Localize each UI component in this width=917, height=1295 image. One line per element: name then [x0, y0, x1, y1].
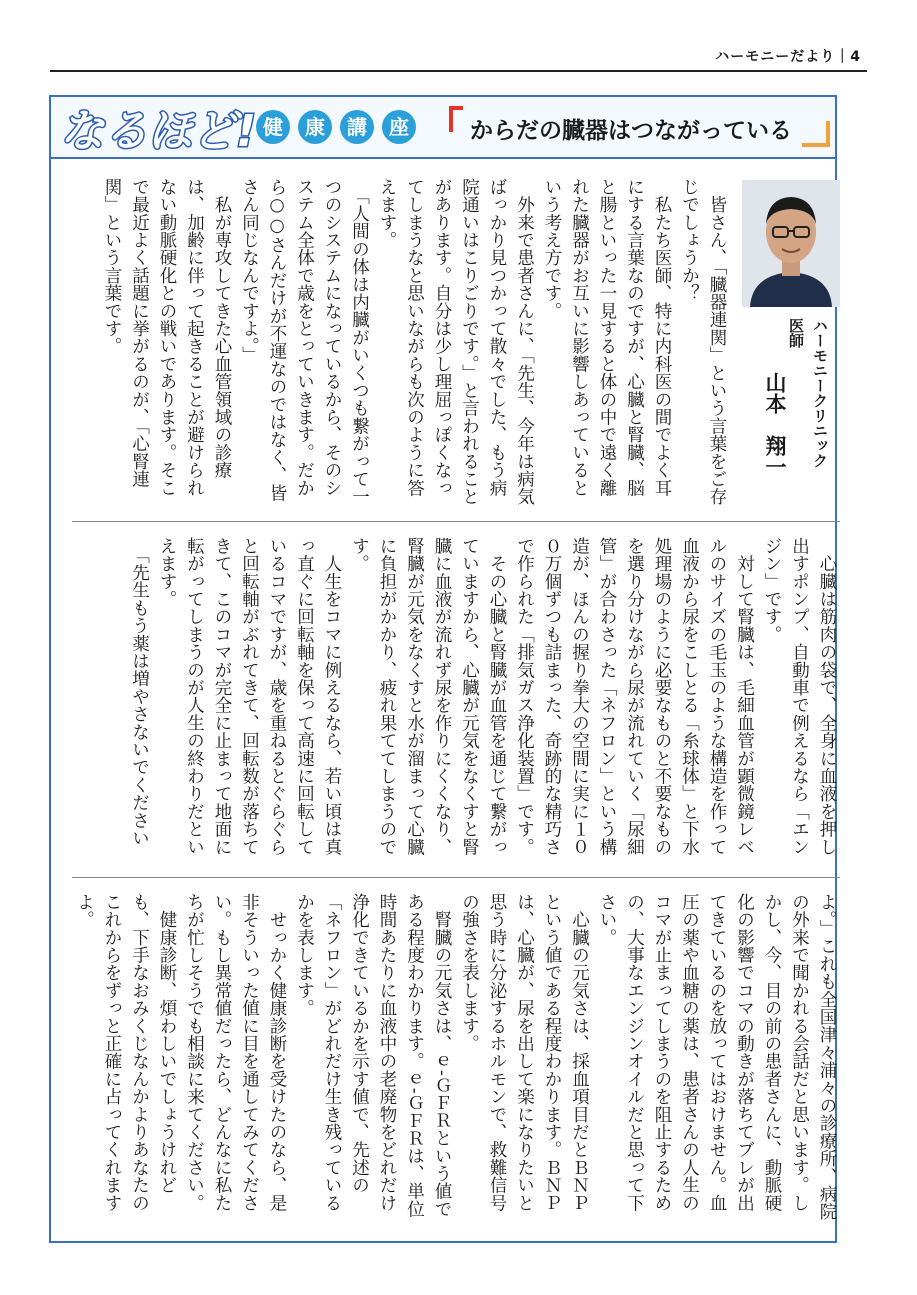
doctor-portrait-icon — [742, 180, 840, 307]
naruhodo-logo — [58, 96, 257, 158]
author-photo — [742, 180, 840, 307]
author-clinic: ハーモニークリニック — [811, 318, 829, 468]
article-section-1: 皆さん、「臓器連関」という言葉をご存じでしょうか？ 私たち医師、特に内科医の間でよく耳にする言葉なのですが、心臓と腎臓、脳と腸といった一見すると体の中で遠く離れた臓器がお互いに影響しあっているという考え方です。 外来で患者さんに、「先生、今年は病気ばっかり見つかって散々でした、もう病院通いはこりごりです。」と言われることがあります。自分は少し理屈っぽくなってしまうなと思いながらも次のように答えます。 「人間の体は内臓がいくつも繋がって一つのシステムになっているから、そのシステム全体で歳をとっていきます。だから○○さんだけが不運なのではなく、皆さん同じなんですよ。」 私が専攻してきた心血管領域の診療は、加齢に伴って起きることが避けられない動脈硬化との戦いであります。そこで最近よく話題に挙がるのが、「心腎連関」という言葉です。 — [102, 178, 727, 506]
column-separator-2 — [72, 877, 840, 878]
column-separator-1 — [72, 521, 840, 522]
article-section-2: 心臓は筋肉の袋で、全身に血液を押し出すポンプ、自動車で例えるなら「エンジン」です。 対して腎臓は、毛細血管が顕微鏡レベルのサイズの毛玉のような構造を作って血液から尿をこしとる「糸球体」と下水処理場のように必要なものと不要なものを選り分けながら尿が流れていく「尿細管」が合わさった「ネフロン」という構造が、ほんの握り拳大の空間に実に１００万個ずつも詰まった、奇跡的な精巧さで作られた「排気ガス浄化装置」です。 その心臓と腎臓が血管を通じて繋がっていますから、心臓が元気をなくすと腎臓に血液が流れず尿を作りにくくなり、腎臓が元気をなくすと水が溜まって心臓に負担がかかり、疲れ果ててしまうのです。 人生をコマに例えるなら、若い頃は真っ直ぐに回転軸を保って高速に回転しているコマですが、歳を重ねるとぐらぐらと回転軸がぶれてきて、回転数が落ちてきて、このコマが完全に止まって地面に転がってしまうのが人生の終わりだといえます。 「先生もう薬は増やさないでください — [129, 537, 837, 856]
badge-kou: 康 — [298, 110, 332, 144]
header-rule — [50, 70, 867, 72]
badge-za: 座 — [382, 110, 416, 144]
article-title: からだの臓器はつながっている — [470, 118, 792, 144]
badge-ken: 健 — [256, 110, 290, 144]
bracket-right-icon-bottom — [802, 143, 830, 147]
article-section-3: よ。」これも全国津々浦々の診療所、病院の外来で聞かれる会話だと思います。しかし、今、目の前の患者さんに、動脈硬化の影響でコマの動きが落ちてブレが出てきているのを放ってはおけません。血圧の薬や血糖の薬は、患者さんの人生のコマが止まってしまうのを阻止するための、大事なエンジンオイルだと思って下さい。 心臓の元気さは、採血項目だとＢＮＰという値である程度わかります。ＢＮＰは、心臓が、尿を出して楽になりたいと思う時に分泌するホルモンで、救難信号の強さを表します。 腎臓の元気さは、ｅ-ＧＦＲという値である程度わかります。ｅ-ＧＦＲは、単位時間あたりに血液中の老廃物をどれだけ浄化できているかを示す値で、先述の「ネフロン」がどれだけ生き残っているかを表します。 せっかく健康診断を受けたのなら、是非そういった値に目を通してみてください。もし異常値だったら、どんなに私たちが忙しそうでも相談に来てください。 健康診断、煩わしいでしょうけれども、下手なおみくじなんかよりあなたのこれからをずっと正確に占ってくれますよ。 — [74, 893, 837, 1221]
author-name: 山本 翔一 — [763, 372, 787, 477]
author-role: 医師 — [787, 318, 805, 348]
badge-kou2: 講 — [340, 110, 374, 144]
page-header-label: ハーモニーだより｜4 — [715, 49, 861, 65]
bracket-left-icon-top — [449, 106, 463, 110]
svg-text:なるほど!: なるほど! — [60, 106, 257, 157]
